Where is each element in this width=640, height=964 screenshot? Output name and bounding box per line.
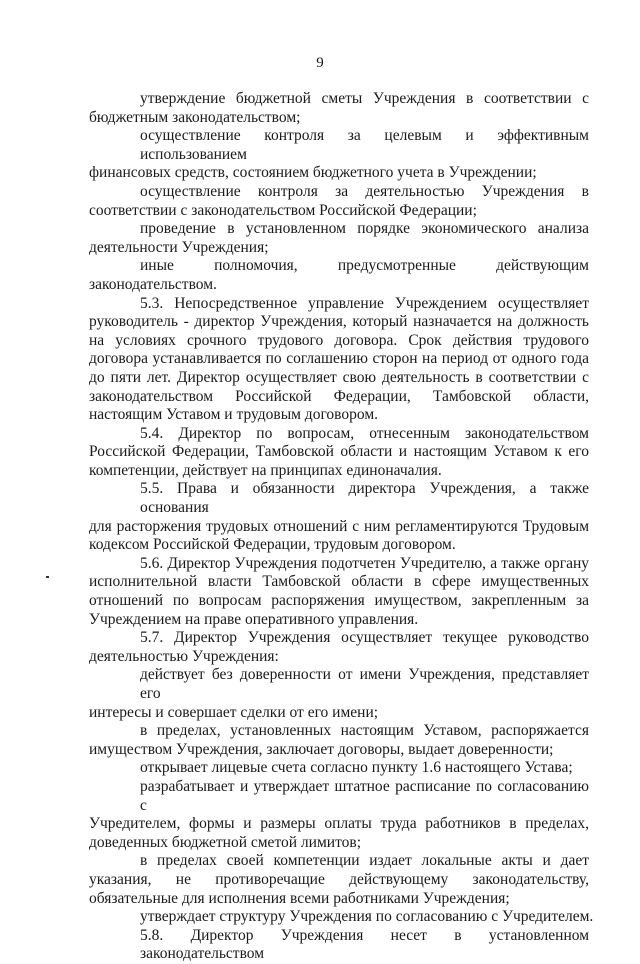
text-line: Учреждением на праве оперативного управления.: [89, 610, 419, 628]
text-line: доведенных бюджетной сметой лимитов;: [89, 833, 362, 851]
text-line: 5.7. Директор Учреждения осуществляет текущее руководство: [140, 629, 589, 647]
text-line: проведение в установленном порядке экономического анализа: [140, 220, 589, 238]
text-line: договора устанавливается по соглашению сторон на период от одного года: [89, 350, 589, 368]
text-line: финансовых средств, состоянием бюджетного учета в Учреждении;: [89, 164, 537, 182]
text-line: отношений по вопросам распоряжения имуществом, закрепленным за: [89, 592, 589, 610]
text-line: исполнительной власти Тамбовской области в сфере имущественных: [89, 573, 589, 591]
text-line: утверждение бюджетной сметы Учреждения в соответствии с: [140, 90, 589, 107]
text-line: законодательством Российской Федерации, Тамбовской области,: [89, 387, 589, 405]
text-line: в пределах своей компетенции издает локальные акты и дает: [140, 852, 589, 870]
text-line: Учредителем, формы и размеры оплаты труда работников в пределах,: [89, 815, 589, 833]
document-body: [89, 90, 594, 964]
text-line: иные полномочия, предусмотренные действующим: [140, 257, 589, 275]
scan-mark: [46, 576, 49, 578]
text-line: 5.5. Права и обязанности директора Учреждения, а также основания: [140, 480, 589, 517]
text-line: до пяти лет. Директор осуществляет свою деятельность в соответствии с: [89, 368, 589, 386]
text-line: соответствии с законодательством Российской Федерации;: [89, 201, 477, 219]
text-line: руководитель - директор Учреждения, который назначается на должность: [89, 313, 589, 331]
text-line: Российской Федерации, Тамбовской области и настоящим Уставом к его: [89, 443, 589, 461]
text-line: на условиях срочного трудового договора. Срок действия трудового: [89, 331, 589, 349]
text-line: для расторжения трудовых отношений с ним регламентируются Трудовым: [89, 517, 589, 535]
text-line: имуществом Учреждения, заключает договоры, выдает доверенности;: [89, 740, 554, 758]
text-line: 5.4. Директор по вопросам, отнесенным законодательством: [140, 424, 589, 442]
text-line: деятельностью Учреждения:: [89, 647, 279, 665]
text-line: разрабатывает и утверждает штатное расписание по согласованию с: [140, 777, 589, 814]
text-line: компетенции, действует на принципах единоначалия.: [89, 461, 442, 479]
text-line: осуществление контроля за деятельностью Учреждения в: [140, 182, 589, 200]
text-line: 5.8. Директор Учреждения несет в установленном законодательством: [140, 926, 589, 963]
text-line: утверждает структуру Учреждения по согласованию с Учредителем.: [140, 908, 594, 926]
text-line: законодательством.: [89, 275, 217, 293]
text-line: 5.3. Непосредственное управление Учреждением осуществляет: [140, 294, 589, 312]
text-line: в пределах, установленных настоящим Уставом, распоряжается: [140, 722, 589, 740]
text-line: обязательные для исполнения всеми работниками Учреждения;: [89, 889, 510, 907]
text-line: кодексом Российской Федерации, трудовым договором.: [89, 536, 456, 554]
text-line: действует без доверенности от имени Учреждения, представляет его: [140, 666, 589, 702]
text-line: настоящим Уставом и трудовым договором.: [89, 406, 379, 424]
text-line: деятельности Учреждения;: [89, 238, 269, 256]
text-line: бюджетным законодательством;: [89, 108, 301, 126]
text-line: интересы и совершает сделки от его имени;: [89, 703, 379, 721]
page-number: 9: [316, 55, 324, 71]
text-line: открывает лицевые счета согласно пункту 1.6 настоящего Устава;: [140, 759, 573, 777]
text-line: 5.6. Директор Учреждения подотчетен Учредителю, а также органу: [140, 554, 589, 572]
text-line: осуществление контроля за целевым и эффективным использованием: [140, 127, 589, 163]
text-line: указания, не противоречащие действующему законодательству,: [89, 870, 589, 888]
